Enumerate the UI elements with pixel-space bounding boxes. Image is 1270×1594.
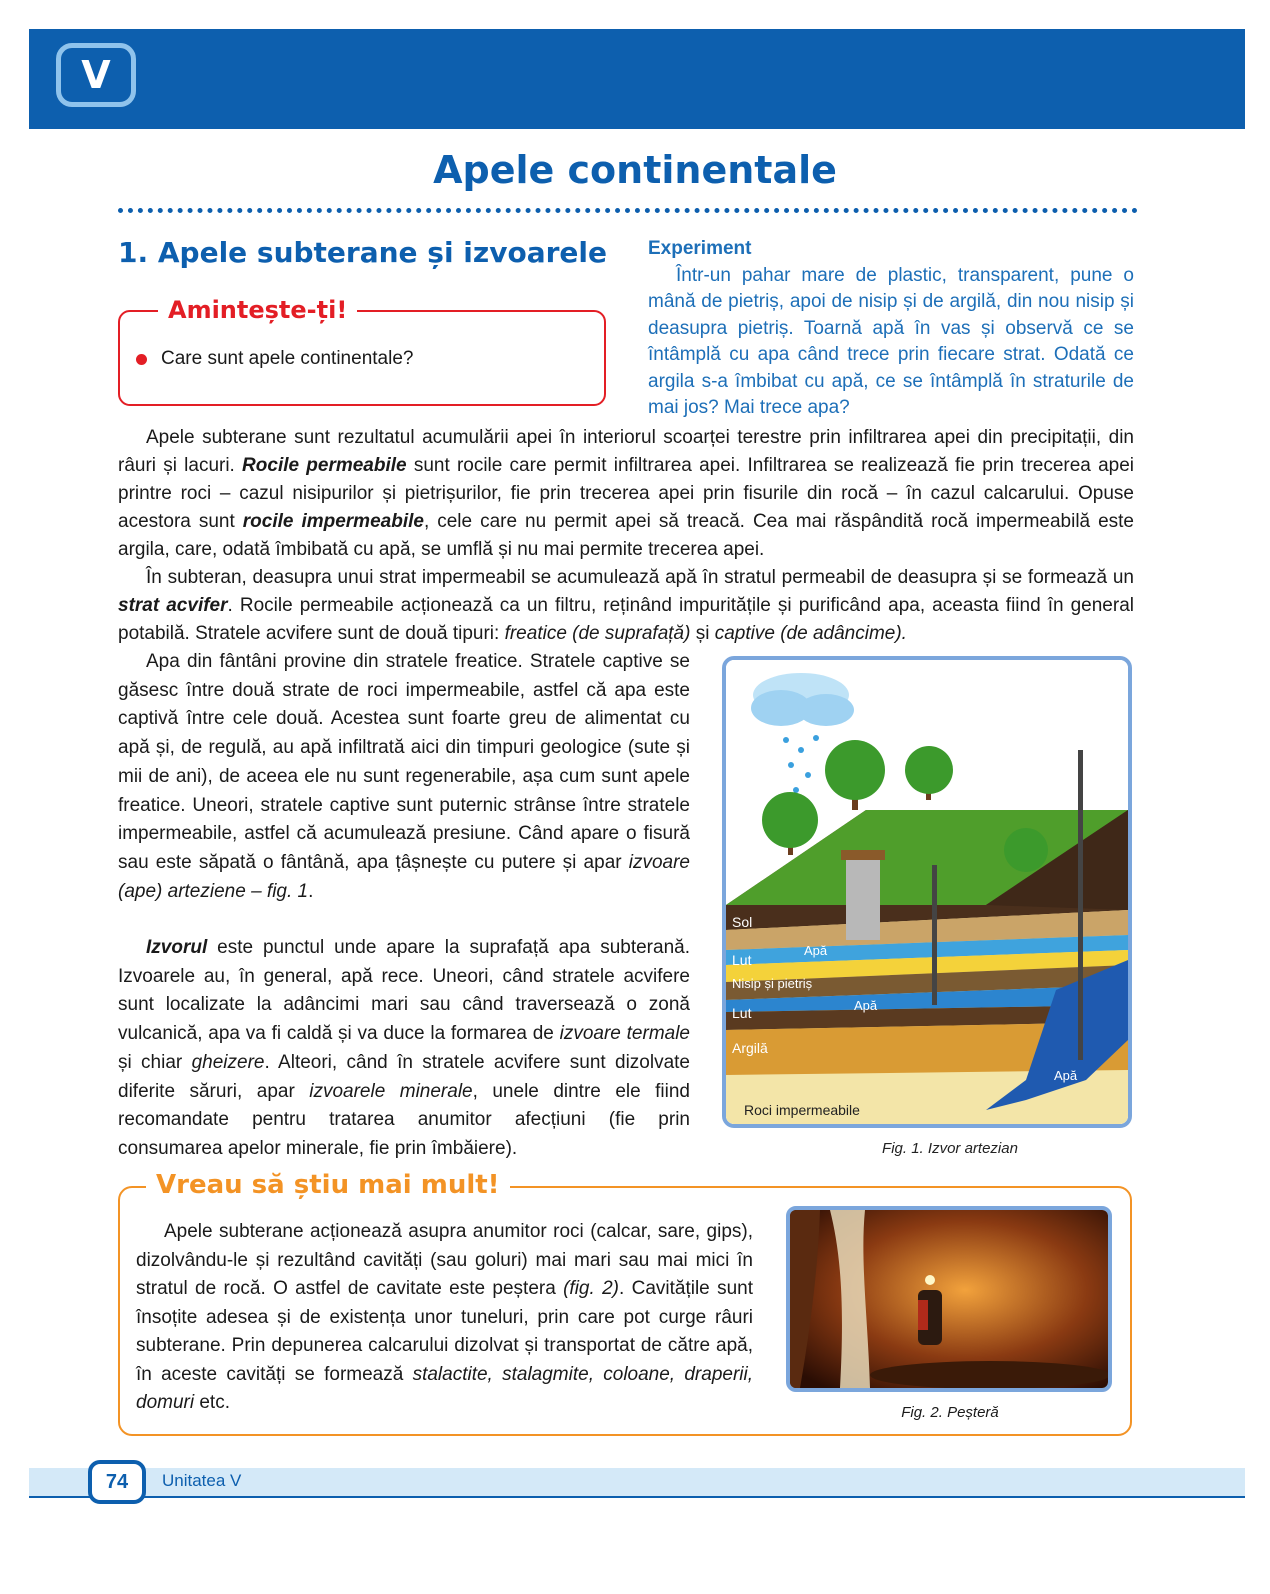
remember-title: Amintește-ți! <box>158 296 357 324</box>
term-aquifer: strat acvifer <box>118 595 228 616</box>
fig2-ref: (fig. 2) <box>563 1278 619 1299</box>
term-captive: captive (de adâncime). <box>714 623 907 644</box>
p2-text: și <box>690 623 715 644</box>
page-title: Apele continentale <box>433 148 837 192</box>
more-text-part: etc. <box>194 1392 230 1413</box>
p2-text: În subteran, deasupra unui strat impermeabil se acumulează apă în stratul permeabil de deasupra și se formează un <box>146 567 1134 588</box>
unit-label: Unitatea V <box>162 1471 242 1490</box>
more-text <box>136 1218 753 1418</box>
label-sol: Sol <box>732 914 753 930</box>
cave-formations: stalactite, stalagmite, coloane, draperii, domuri <box>136 1363 753 1413</box>
experiment-heading: Experiment <box>648 238 752 259</box>
figure-cave <box>786 1206 1112 1392</box>
experiment-block <box>648 236 1134 422</box>
p3-text: Apa din fântâni provine din stratele freatice. Stratele captive se găsesc între două strate de roci impermeabile, astfel că apa este captivă între cele două. Acestea sunt foarte greu de alimentat cu apă și, de regulă, au apă infiltrată aici din timpuri geologice (sute și mii de ani), de aceea ele nu sunt regenerabile, așa cum sunt apele freatice. Uneori, stratele captive sunt puternic strânse între stratele impermeabile, astfel că acumulează presiune. Când apare o fisură sau este săpată o fântână, apa țâșnește cu putere și apar <box>118 651 690 873</box>
paragraph-1 <box>118 424 1134 564</box>
label-apa1: Apă <box>804 943 828 958</box>
p1-text: , cele care nu permit apei să treacă. Cea mai răspândită rocă impermeabilă este argila, care, odată îmbibată cu apă, se umflă și nu mai permite trecerea apei. <box>118 511 1135 560</box>
label-apa3: Apă <box>1054 1068 1078 1083</box>
unit-badge: V <box>56 43 136 107</box>
label-apa2: Apă <box>854 998 878 1013</box>
cave-photo <box>790 1210 1108 1388</box>
artesian-diagram <box>726 660 1128 1124</box>
term-permeable: Rocile permeabile <box>242 455 407 476</box>
p2-text: . Rocile permeabile acționează ca un filtru, reținând impuritățile și purificând apa, aceasta fiind în general potabilă. Stratele acvifere sunt de două tipuri: <box>118 595 1134 644</box>
label-lut1: Lut <box>732 952 752 968</box>
more-text-part: Apele subterane acționează asupra anumitor roci (calcar, sare, gips), dizolvându-le și rezultând cavități (sau goluri) mai mari sau mai mici în stratul de rocă. O astfel de cavitate este peștera <box>136 1221 753 1299</box>
p4-text: , unele dintre ele fiind recomandate pentru tratarea anumitor afecțiuni (fie prin consumarea apelor minerale, fie prin îmbăiere). <box>118 1080 690 1159</box>
p1-text: sunt rocile care permit infiltrarea apei. Infiltrarea se realizează fie prin trecerea apei printre roci – cazul nisipurilor și pietrișurilor, fie prin trecerea apei prin fisurile din rocă – în cazul calcarului. Opuse acestora sunt <box>118 455 1135 532</box>
term-thermal: izvoare termale <box>559 1023 691 1045</box>
bullet-icon <box>136 354 147 365</box>
paragraph-2 <box>118 564 1134 648</box>
more-title: Vreau să știu mai mult! <box>146 1170 510 1200</box>
p4-text: și chiar <box>118 1051 192 1073</box>
term-geyser: gheizere <box>191 1051 265 1073</box>
figure-artesian-spring <box>722 656 1132 1128</box>
label-nisip: Nisip și pietriș <box>732 976 813 991</box>
p1-text: Apele subterane sunt rezultatul acumulării apei în interiorul scoarței terestre prin infiltrarea apei din precipitații, din râuri și lacuri. <box>118 427 1134 476</box>
more-text-part: . Cavitățile sunt însoțite adesea și de existența unor tuneluri, prin care pot curge râuri subterane. Prin depunerea calcarului dizolvat și transportat de către apă, în aceste cavități se formează <box>136 1278 753 1385</box>
paragraph-4 <box>118 934 690 1164</box>
term-mineral: izvoarele minerale <box>309 1080 473 1102</box>
footer-line <box>29 1496 1245 1498</box>
experiment-text: Într-un pahar mare de plastic, transparent, pune o mână de pietriș, apoi de nisip și de argilă, din nou nisip și deasupra pietriș. Toarnă apă în vas și observă ce se întâmplă cu apa când trece prin fiecare strat. Odată ce argila s-a îmbibat cu apă, ce se întâmplă în straturile de mai jos? Mai trece apa? <box>648 264 1134 418</box>
paragraph-3 <box>118 648 690 906</box>
header-banner <box>29 29 1245 129</box>
p3-text: . <box>308 880 314 902</box>
term-spring: Izvorul <box>146 937 208 958</box>
term-impermeable: rocile impermeabile <box>242 511 424 532</box>
figure2-caption: Fig. 2. Peșteră <box>901 1404 999 1421</box>
figure1-caption: Fig. 1. Izvor artezian <box>882 1140 1018 1157</box>
term-freatice: freatice (de suprafață) <box>504 623 691 644</box>
p4-text: . Alteori, când în stratele acvifere sunt dizolvate diferite săruri, apar <box>118 1051 690 1102</box>
remember-question <box>136 348 413 370</box>
term-artesian: izvoare (ape) arteziene – fig. 1 <box>118 851 690 902</box>
page-number: 74 <box>88 1460 146 1504</box>
remember-question-text: Care sunt apele continentale? <box>161 348 414 369</box>
dotted-divider <box>118 208 1138 213</box>
label-lut2: Lut <box>732 1005 752 1021</box>
section-title: 1. Apele subterane și izvoarele <box>118 236 607 269</box>
label-argila: Argilă <box>732 1040 768 1056</box>
label-roci: Roci impermeabile <box>744 1102 860 1118</box>
p4-text: este punctul unde apare la suprafață apa subterană. Izvoarele au, în general, apă rece. Uneori, când stratele acvifere sunt localizate la adâncimi mari sau când traversează o zonă vulcanică, apa va fi caldă și va duce la formarea de <box>118 937 690 1045</box>
